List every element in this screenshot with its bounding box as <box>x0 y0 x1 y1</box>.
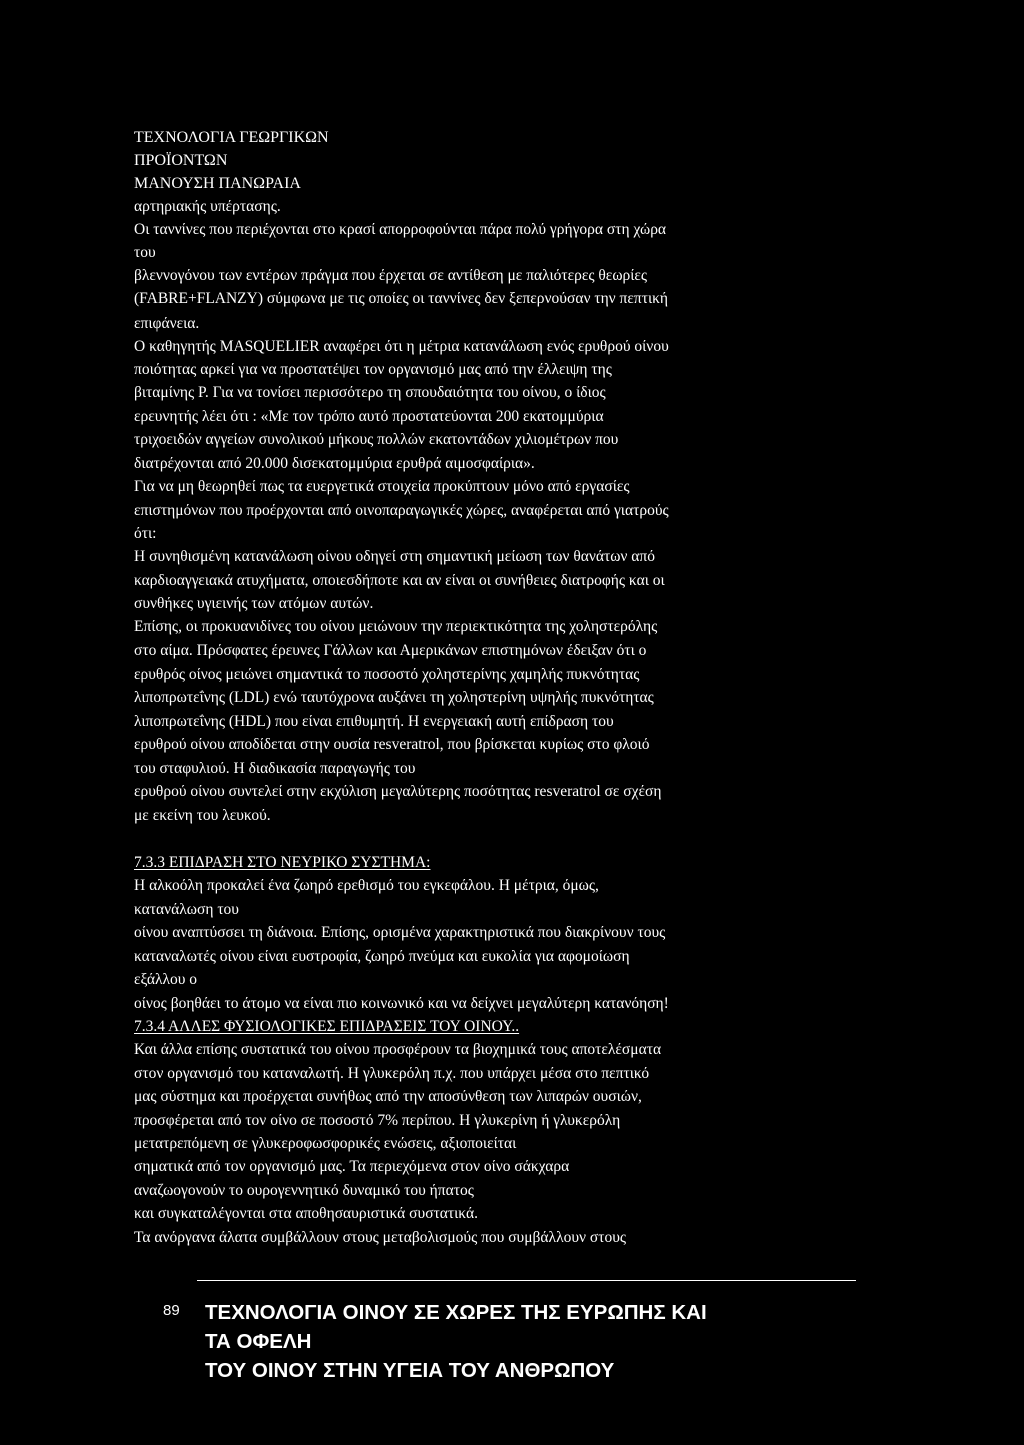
body-line: Για να μη θεωρηθεί πως τα ευεργετικά στοιχεία προκύπτουν μόνο από εργασίες <box>134 478 630 495</box>
body-line: στον οργανισμό του καταναλωτή. Η γλυκερόλη π.χ. που υπάρχει μέσα στο πεπτικό <box>134 1065 650 1082</box>
body-line: Επίσης, οι προκυανιδίνες του οίνου μειώνουν την περιεκτικότητα της χοληστερόλης <box>134 618 658 635</box>
body-line: στο αίμα. Πρόσφατες έρευνες Γάλλων και Αμερικάνων επιστημόνων έδειξαν ότι ο <box>134 642 647 659</box>
body-line: συνθήκες υγιεινής των ατόμων αυτών. <box>134 595 374 612</box>
body-line: Η συνηθισμένη κατανάλωση οίνου οδηγεί στη σημαντική μείωση των θανάτων από <box>134 548 656 565</box>
body-line: ερυθρού οίνου αποδίδεται στην ουσία resveratrol, που βρίσκεται κυρίως στο φλοιό <box>134 736 650 753</box>
section-heading: 7.3.4 ΑΛΛΕΣ ΦΥΣΙΟΛΟΓΙΚΕΣ ΕΠΙΔΡΑΣΕΙΣ ΤΟΥ ΟΙΝΟΥ.. <box>134 1018 520 1035</box>
body-line: (FABRE+FLANZY) σύμφωνα με τις οποίες οι ταννίνες δεν ξεπερνούσαν την πεπτική <box>134 290 669 307</box>
footer-title-line: ΤΕΧΝΟΛΟΓΙΑ ΟΙΝΟΥ ΣΕ ΧΩΡΕΣ ΤΗΣ ΕΥΡΩΠΗΣ ΚΑΙ <box>205 1301 707 1324</box>
header-line: ΤΕΧΝΟΛΟΓΙΑ ΓΕΩΡΓΙΚΩΝ <box>134 129 329 146</box>
footer-divider <box>197 1280 856 1281</box>
body-line: βλεννογόνου των εντέρων πράγμα που έρχεται σε αντίθεση με παλιότερες θεωρίες <box>134 267 648 284</box>
body-line: οίνου αναπτύσσει τη διάνοια. Επίσης, ορισμένα χαρακτηριστικά που διακρίνουν τους <box>134 924 666 941</box>
body-line: προσφέρεται από τον οίνο σε ποσοστό 7% περίπου. Η γλυκερίνη ή γλυκερόλη <box>134 1112 621 1129</box>
body-line: σηματικά από τον οργανισμό μας. Τα περιεχόμενα στον οίνο σάκχαρα <box>134 1158 570 1175</box>
header-line: ΜΑΝΟΥΣΗ ΠΑΝΩΡΑΙΑ <box>134 175 301 192</box>
body-line: ποιότητας αρκεί για να προστατέψει τον οργανισμό μας από την έλλειψη της <box>134 361 612 378</box>
body-line: Οι ταννίνες που περιέχονται στο κρασί απορροφούνται πάρα πολύ γρήγορα στη χώρα <box>134 221 667 238</box>
body-line: καταναλωτές οίνου είναι ευστροφία, ζωηρό πνεύμα και ευκολία για αφομοίωση <box>134 948 630 965</box>
body-line: επιφάνεια. <box>134 315 200 332</box>
body-line: ότι: <box>134 525 157 542</box>
body-line: και συγκαταλέγονται στα αποθησαυριστικά συστατικά. <box>134 1205 478 1222</box>
body-line: ερευνητής λέει ότι : «Με τον τρόπο αυτό προστατεύονται 200 εκατομμύρια <box>134 408 604 425</box>
body-line: οίνος βοηθάει το άτομο να είναι πιο κοινωνικό και να δείχνει μεγαλύτερη κατανόηση! <box>134 995 669 1012</box>
body-line: Η αλκοόλη προκαλεί ένα ζωηρό ερεθισμό του εγκεφάλου. Η μέτρια, όμως, <box>134 877 599 894</box>
body-line: βιταμίνης Ρ. Για να τονίσει περισσότερο τη σπουδαιότητα του οίνου, ο ίδιος <box>134 384 606 401</box>
footer-title <box>205 1298 707 1385</box>
body-line: με εκείνη του λευκού. <box>134 807 271 824</box>
body-line: μας σύστημα και προέρχεται συνήθως από την αποσύνθεση των λιπαρών ουσιών, <box>134 1088 642 1105</box>
body-line: αρτηριακής υπέρτασης. <box>134 198 281 215</box>
body-line: εξάλλου ο <box>134 971 198 988</box>
body-line: αναζωογονούν το ουρογεννητικό δυναμικό του ήπατος <box>134 1182 474 1199</box>
section-heading: 7.3.3 ΕΠΙΔΡΑΣΗ ΣΤΟ ΝΕΥΡΙΚΟ ΣΥΣΤΗΜΑ: <box>134 854 431 871</box>
body-line: ερυθρός οίνος μειώνει σημαντικά το ποσοστό χοληστερίνης χαμηλής πυκνότητας <box>134 666 640 683</box>
body-line: τριχοειδών αγγείων συνολικού μήκους πολλών εκατοντάδων χιλιομέτρων που <box>134 431 619 448</box>
body-line: κατανάλωση του <box>134 901 239 918</box>
body-line: διατρέχονται από 20.000 δισεκατομμύρια ερυθρά αιμοσφαίρια». <box>134 455 535 472</box>
body-line: λιποπρωτεΐνης (HDL) που είναι επιθυμητή. Η ενεργειακή αυτή επίδραση του <box>134 713 614 730</box>
footer-title-line: ΤΑ ΟΦΕΛΗ <box>205 1330 312 1353</box>
footer-title-line: ΤΟΥ ΟΙΝΟΥ ΣΤΗΝ ΥΓΕΙΑ ΤΟΥ ΑΝΘΡΩΠΟΥ <box>205 1359 615 1382</box>
body-line: του σταφυλιού. Η διαδικασία παραγωγής του <box>134 760 416 777</box>
body-line: καρδιοαγγειακά ατυχήματα, οποιεσδήποτε και αν είναι οι συνήθειες διατροφής και οι <box>134 572 665 589</box>
body-line: Και άλλα επίσης συστατικά του οίνου προσφέρουν τα βιοχημικά τους αποτελέσματα <box>134 1041 662 1058</box>
body-line: ερυθρού οίνου συντελεί στην εκχύλιση μεγαλύτερης ποσότητας resveratrol σε σχέση <box>134 783 662 800</box>
body-line: του <box>134 244 156 261</box>
body-line: επιστημόνων που προέρχονται από οινοπαραγωγικές χώρες, αναφέρεται από γιατρούς <box>134 502 669 519</box>
header-line: ΠΡΟΪΟΝΤΩΝ <box>134 152 228 169</box>
body-line: μετατρεπόμενη σε γλυκεροφωσφορικές ενώσεις, αξιοποιείται <box>134 1135 517 1152</box>
body-line: λιποπρωτεΐνης (LDL) ενώ ταυτόχρονα αυξάνει τη χοληστερίνη υψηλής πυκνότητας <box>134 689 654 706</box>
body-line: Ο καθηγητής MASQUELIER αναφέρει ότι η μέτρια κατανάλωση ενός ερυθρού οίνου <box>134 338 669 355</box>
body-line: Τα ανόργανα άλατα συμβάλλουν στους μεταβολισμούς που συμβάλλουν στους <box>134 1229 627 1246</box>
page-number: 89 <box>163 1302 180 1319</box>
